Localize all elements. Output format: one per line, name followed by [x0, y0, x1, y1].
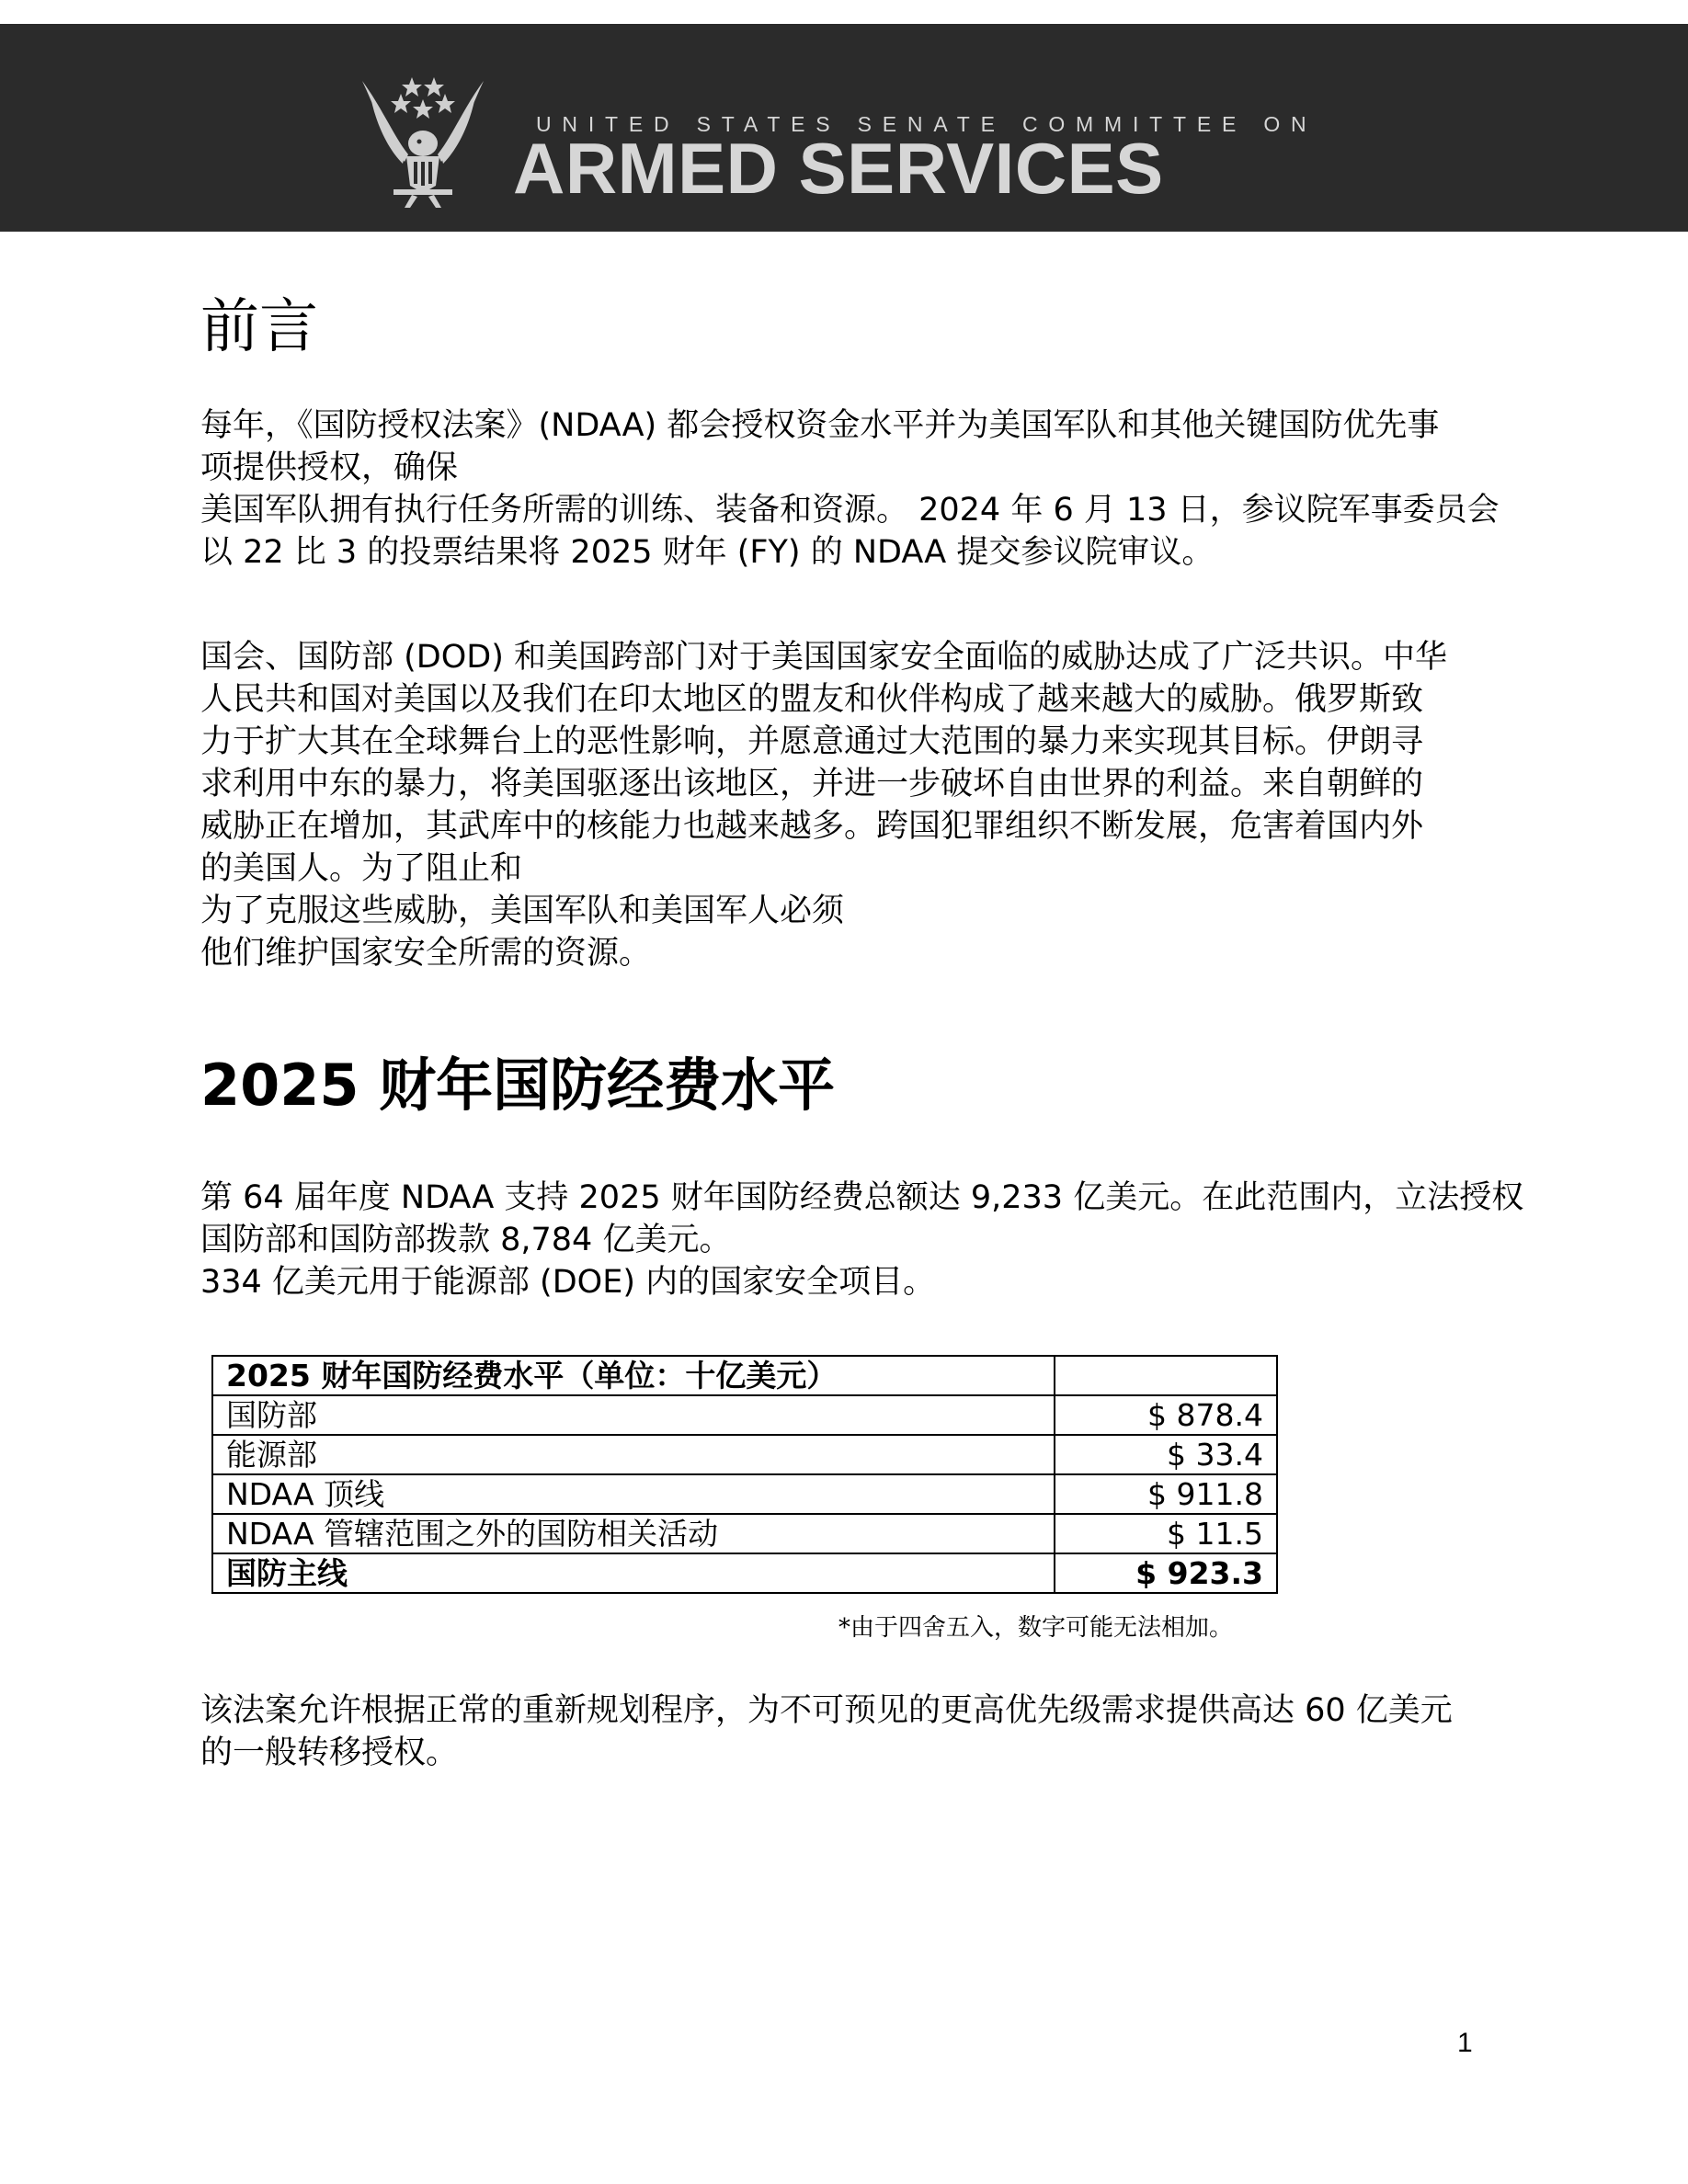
row-value: $ 878.4	[1055, 1395, 1277, 1435]
preface-heading: 前言	[200, 293, 318, 361]
logo-title-text: ARMED SERVICES	[513, 128, 1164, 209]
table-row	[212, 1435, 1277, 1474]
table-row	[212, 1474, 1277, 1514]
row-label: NDAA 顶线	[212, 1474, 1055, 1514]
text-line: 的一般转移授权。	[200, 1735, 459, 1771]
text-line: 国防部和国防部拨款 8,784 亿美元。	[200, 1222, 732, 1258]
text-line: 求利用中东的暴力，将美国驱逐出该地区，并进一步破坏自由世界的利益。来自朝鲜的	[200, 766, 1424, 802]
row-value: $ 33.4	[1055, 1435, 1277, 1474]
text-line: 的美国人。为了阻止和	[200, 850, 523, 887]
text-line: 项提供授权，确保	[200, 449, 459, 486]
table-total-row	[212, 1553, 1277, 1593]
eagle-emblem-icon	[357, 72, 489, 210]
text-line: 第 64 届年度 NDAA 支持 2025 财年国防经费总额达 9,233 亿美元。在此范围内，立法授权	[200, 1179, 1524, 1216]
table-header-row	[212, 1356, 1277, 1395]
row-label: NDAA 管辖范围之外的国防相关活动	[212, 1514, 1055, 1553]
text-line: 以 22 比 3 的投票结果将 2025 财年 (FY) 的 NDAA 提交参议院审议。	[200, 534, 1215, 571]
text-line: 美国军队拥有执行任务所需的训练、装备和资源。 2024 年 6 月 13 日，参议院军事委员会	[200, 492, 1500, 529]
row-label: 国防部	[212, 1395, 1055, 1435]
preface-paragraph-1	[200, 404, 1506, 574]
row-label: 国防主线	[212, 1553, 1055, 1593]
preface-paragraph-2	[200, 636, 1506, 974]
budget-table	[211, 1355, 1278, 1594]
budget-paragraph	[200, 1177, 1524, 1303]
row-value: $ 11.5	[1055, 1514, 1277, 1553]
row-value: $ 923.3	[1055, 1553, 1277, 1593]
table-header-value	[1055, 1356, 1277, 1395]
text-line: 他们维护国家安全所需的资源。	[200, 935, 652, 972]
text-line: 威胁正在增加，其武库中的核能力也越来越多。跨国犯罪组织不断发展，危害着国内外	[200, 808, 1424, 845]
row-value: $ 911.8	[1055, 1474, 1277, 1514]
budget-heading: 2025 财年国防经费水平	[200, 1052, 836, 1119]
text-line: 力于扩大其在全球舞台上的恶性影响，并愿意通过大范围的暴力来实现其目标。伊朗寻	[200, 723, 1424, 760]
text-line: 334 亿美元用于能源部 (DOE) 内的国家安全项目。	[200, 1264, 936, 1301]
text-line: 国会、国防部 (DOD) 和美国跨部门对于美国国家安全面临的威胁达成了广泛共识。中华	[200, 639, 1448, 676]
row-label: 能源部	[212, 1435, 1055, 1474]
text-line: 每年，《国防授权法案》(NDAA) 都会授权资金水平并为美国军队和其他关键国防优先事	[200, 407, 1440, 444]
rounding-footnote: *由于四舍五入，数字可能无法相加。	[838, 1614, 1234, 1642]
logo-subtitle-text: UNITED STATES SENATE COMMITTEE ON	[536, 112, 1317, 136]
text-line: 为了克服这些威胁，美国军队和美国军人必须	[200, 893, 845, 929]
page-number: 1	[1457, 2028, 1473, 2058]
text-line: 人民共和国对美国以及我们在印太地区的盟友和伙伴构成了越来越大的威胁。俄罗斯致	[200, 681, 1424, 718]
table-row	[212, 1514, 1277, 1553]
text-line: 该法案允许根据正常的重新规划程序，为不可预见的更高优先级需求提供高达 60 亿美元	[200, 1692, 1453, 1729]
closing-paragraph	[200, 1689, 1506, 1774]
table-header-label: 2025 财年国防经费水平（单位：十亿美元）	[212, 1356, 1055, 1395]
table-row	[212, 1395, 1277, 1435]
committee-header-banner	[0, 24, 1688, 232]
